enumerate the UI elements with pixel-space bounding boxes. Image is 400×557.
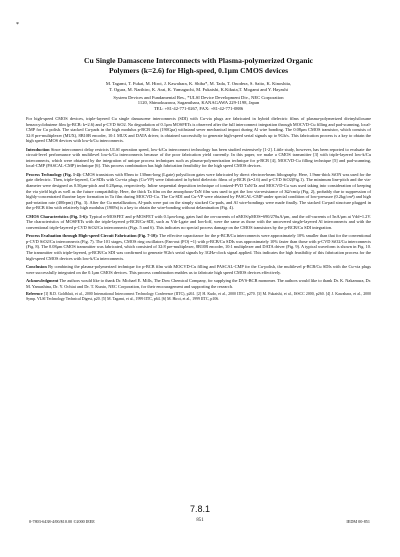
- process-evaluation-section: [26, 233, 371, 261]
- process-technology-heading: Process Technology (Fig. 1-4):: [26, 171, 82, 177]
- affiliation: [26, 95, 371, 112]
- cmos-characteristics-heading: CMOS Characteristics (Fig. 5-6):: [26, 213, 89, 219]
- affiliation-line-3: TEL: +81-42-771-0267, FAX: +81-42-771-0886: [153, 106, 244, 112]
- paper-title: [26, 56, 371, 75]
- conclusion-heading: Conclusion: [26, 264, 47, 270]
- corner-mark: *: [16, 22, 19, 28]
- title-line-1: Cu Single Damascene Interconnects with Plasma-polymerized Organic: [84, 56, 313, 65]
- conclusion-section: [26, 264, 371, 275]
- authors-line-1: M. Tagami, T. Fukai, M. Hiroi, J. Kawahara, K. Shiba*, M. Tada, T. Onodera, S. Saito, K. Kinoshita,: [105, 81, 292, 86]
- page-number: 851: [196, 518, 204, 523]
- references-body: [1] R.D. Goldblatt, et al., 2000 International Interconnect Technology Conference (IITC), p261. [2] H. Kudo, et al., 2000 IITC, p270. [3] M. Fukaishi, et al., ISSCC 2000, p260. [4] J. Kawahara, et al., 2000 Symp. VLSI Technology Technical Digest, p20. [5] M. Tagami, et al., 1999 IITC, p64. [6] M. Hiroi, et al., 1999 IITC, p106.: [26, 292, 371, 302]
- author-list: [26, 81, 371, 93]
- acknowledgment-section: [26, 278, 371, 289]
- acknowledgment-body: The authors would like to thank Dr. Michael E. Mills, The Dow Chemical Company, for supplying the DVS-BCB monomer. The authors would like to thank Dr. K. Nakamura, Dr. M. Yamashina, Dr. Y. Ochiai and Dr. T. Kunio, NEC Corporation, for their encouragement and supporting the research.: [26, 278, 371, 289]
- section-number: 7.8.1: [189, 504, 211, 514]
- affiliation-line-2: 1120, Shimokuzawa, Sagamihara, KANAGAWA 229-1198, Japan: [137, 100, 260, 106]
- cmos-characteristics-section: [26, 214, 371, 231]
- introduction-body: Since interconnect delay restricts ULSI operation speed, low-k/Cu interconnect technology has been studied extensively [1-2]. Little study, however, has been reported to evaluate the circuit-level performance with multilevel low-k/Cu interconnects because of the poor fabrication yield currently. In this paper, we make a CMOS transmitter [3] with triple-layered low-k/Cu interconnects, which were obtained by the integration of unique process techniques such as plasma-polymerization technique for p-BCB [4], MOCVD-Cu filling technique [5] and pad-scanning, local-CMP (PASCAL-CMP) technique [6]. This process combination has high fabrication feasibility for the high speed CMOS devices.: [26, 146, 372, 169]
- conclusion-body: By combining the plasma-polymerized technique for p-BCB film with MOCVD-Cu filling and PASCAL-CMP for the Cu-polish, the multilevel p-BCB/Cu SDIs with the Cu-via plugs were successfully integrated on the 0.1μm CMOS devices. This process combination enables us to fabricate high speed CMOS devices effectively.: [26, 264, 371, 275]
- introduction-section: [26, 147, 371, 169]
- conference-page-id: IEDM 00-851: [346, 519, 370, 524]
- acknowledgment-heading: Acknowledgment: [26, 278, 59, 284]
- affiliation-line-1: System Devices and Fundamental Res., *ULSI Device Development Div., NEC Corporation: [113, 94, 284, 100]
- process-evaluation-heading: Process Evaluation through High-speed Circuit Fabrication (Fig. 7-10):: [26, 233, 159, 239]
- title-line-2: Polymers (k=2.6) for High-speed, 0.1μm CMOS devices: [108, 65, 289, 75]
- process-technology-body: CMOS transistors with 85nm to 130nm-long (Lgate) polysilicon gates were fabricated by direct electron-beam lithography. Here, 1.9nm-thick SiON was used for the gate dielectric. Then, triple-layered, Cu-SDIs with Cu-via plugs (Cu-VP) were fabricated in hybrid dielectric films of p-BCB (k=2.6) and p-CVD SiO2(Fig.1). The minimum line-pitch and the via-diameter were designed as 0.50μm-pitch and 0.28μmφ, respectively. Inline sequential deposition technique of ionized-PVD TaN/Ta and MOCVD-Cu was used taking into consideration of keeping the via yield high as well as the future compatibility. Here, the thick Ta film on the amorphous-TaN film was used to get the low via-resistance of 3Ω/cm/φ (Fig. 2), probably due to suppression of highly-concentrated fluorine layer formation in Ta film during MOCVD-Cu. The Cu-SDI and Cu-VP were obtained by PASCAL-CMP under special condition of low-pressure (0.2kg/cm²) and high pad-rotation rate (400rpm) (Fig. 3). After the Cu metallization, Al-pads were put on the simply stacked Cu-pads, and Al wire-bondings were made finally. The stacked Cu-pad structure plugged in the p-BCB film with relatively high modulus (190Pa) is a key to obtain the wire-bonding without delamination (Fig. 4).: [26, 171, 371, 211]
- paper-page: [26, 56, 371, 302]
- process-technology-section: [26, 172, 371, 211]
- copyright-line: 0-7803-6438-4/00/$10.00 ©2000 IEEE: [29, 519, 95, 524]
- process-evaluation-body: The effective capacitance for the p-BCB/Cu interconnects were approximately 10% smaller than that for the conventional p-CVD SiO2/Cu interconnects (Fig. 7). The 101 stages, CMOS ring oscillators (Fan-out (FO) =1) with p-BCB/Cu SDIs was approximately 10% faster than those with p-CVD SiO2/Cu interconnects (Fig. 8). The 0.08μm CMOS transmitter was fabricated, which consisted of 32:8 pre-multiplexer, 8B10B encoder, 10:1 multiplexer and DATA driver (Fig. 9). A typical waveform is shown in Fig. 10. The transmitter with triple-layered, p-BCB/Cu SDI was confirmed to generate 9Gb/s serial signals by 3GHz-clock signal applied. This indicates the high feasibility of this fabrication process for the high-speed CMOS devices with low-k/Cu interconnects.: [26, 233, 371, 261]
- cmos-characteristics-body: Typical n-MOSFET and p-MOSFET with 0.1μm-long, gates had the on-currents of nMOS/pMOS=690/270uA/μm, and the off-currents of 5nA/μm at Vdd=1.2V. The characteristics of MOSFETs with the triple-layered p-BCB/Cu-SDI, such as Vth-Lgate and Ion-Ioff, were the same as those with the uncovered single-layered Al interconnects and with the conventional triple-layered p-CVD SiO2/Cu interconnects (Figs. 5 and 6). This indicates no special process damage on the CMOS transistors by the p-BCB/Cu SDI integration.: [26, 213, 372, 230]
- introduction-heading: Introduction: [26, 146, 50, 152]
- abstract-paragraph: For high-speed CMOS devices, triple-layered Cu single damascene interconnects (SDI) with Cu-via plugs are fabricated in hybrid dielectric films of plasma-polymerized divinylsiloxane benzocyclobutene film (p-BCB: k=2.6) and p-CVD SiO2. No degradation of 0.1μm MOSFETs is observed after the full interconnect integration through MOCVD-Cu filling and pad-scanning, local-CMP for Cu polish. The stacked Cu-pads in the high modulus p-BCB film (190Gpa) withstand sever mechanical impact during Al wire bonding. The 0.08μm CMOS transistor, which consists of 32:8 pre-multiplexer (MUX), 8B10B encoder, 10:1 MUX and DATA driver, is obtained successfully to generate high-speed serial signals up to 9Gb/s. This fabrication process is a key to obtain the high speed CMOS devices with low-k/Cu interconnects.: [26, 115, 371, 144]
- authors-line-2: T. Ogura, M. Narihiro, K. Arai, K. Yamaguchi, M. Fukaishi, K.Kikuta,T. Mogami and Y. Hayashi: [109, 86, 288, 92]
- references-section: [26, 292, 371, 302]
- references-heading: Reference: [26, 292, 43, 297]
